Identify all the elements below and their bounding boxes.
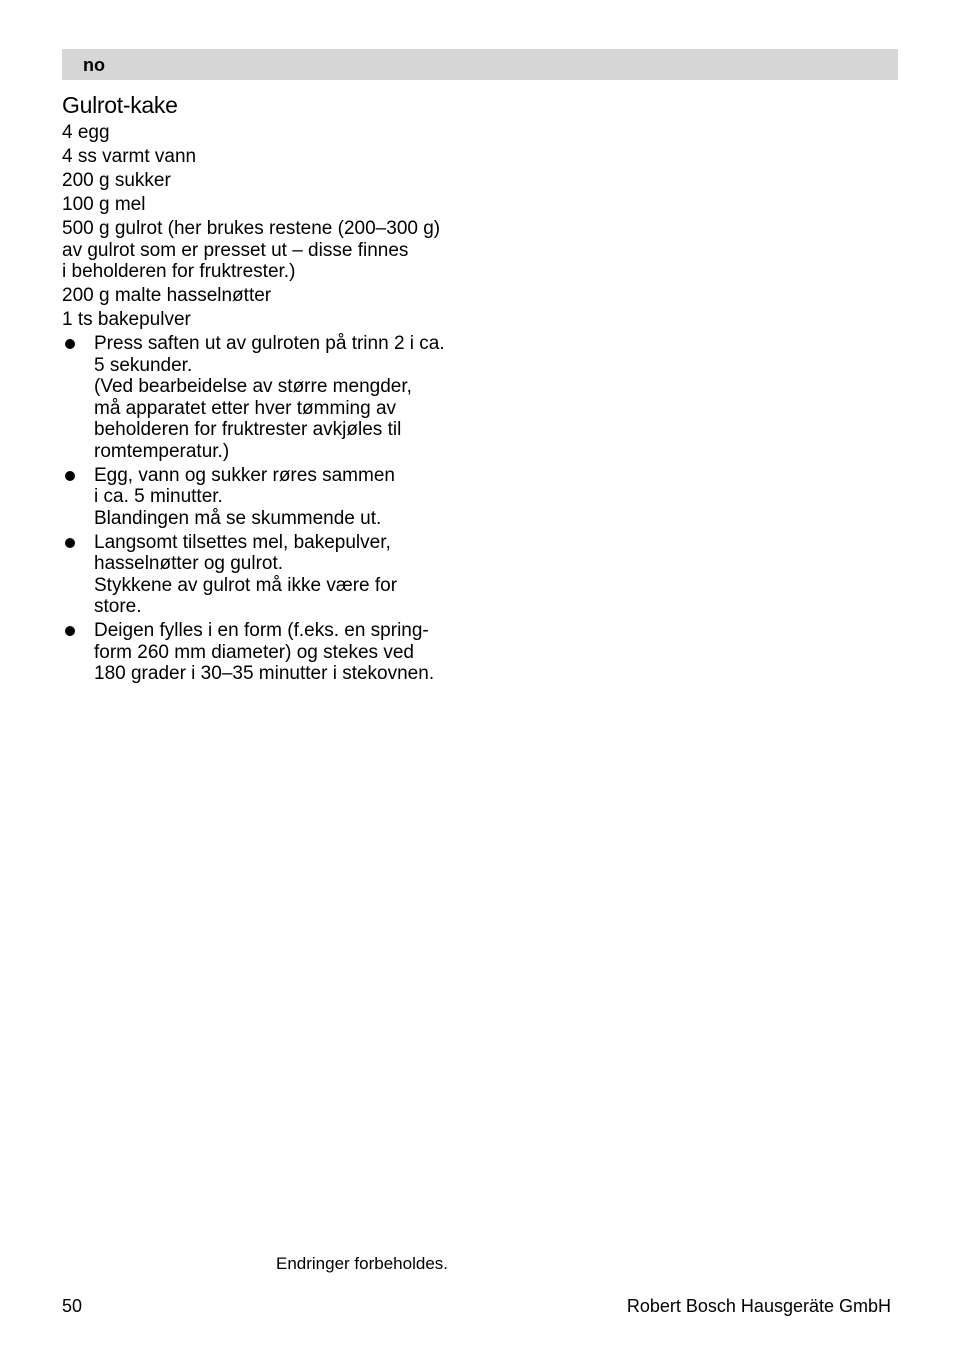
instruction-list [62, 333, 482, 685]
instruction-line: 180 grader i 30–35 minutter i stekovnen. [94, 663, 435, 684]
instruction-line: Langsomt tilsettes mel, bakepulver, [94, 531, 391, 553]
ingredient-item: 1 ts bakepulver [62, 309, 191, 330]
language-header-bar [62, 49, 898, 80]
instruction-step [62, 620, 482, 685]
instruction-line: 5 sekunder. [94, 354, 193, 376]
instruction-step [62, 532, 482, 618]
instruction-line: Blandingen må se skummende ut. [94, 507, 382, 529]
bullet-icon [65, 538, 75, 548]
instruction-line: Deigen fylles i en form (f.eks. en spring- [94, 620, 429, 641]
recipe-content [62, 122, 482, 687]
instruction-line: Egg, vann og sukker røres sammen [94, 464, 395, 486]
language-code: no [83, 55, 105, 75]
ingredient-item: 4 ss varmt vann [62, 146, 197, 167]
instruction-line: form 260 mm diameter) og stekes ved [94, 641, 414, 663]
instruction-step [62, 333, 482, 462]
recipe-title: Gulrot-kake [62, 92, 178, 118]
instruction-line: (Ved bearbeidelse av større mengder, [94, 376, 412, 397]
ingredient-item: 200 g sukker [62, 170, 171, 191]
bullet-icon [65, 626, 75, 636]
publisher-name: Robert Bosch Hausgeräte GmbH [626, 1296, 891, 1316]
instruction-line: Stykkene av gulrot må ikke være for [94, 574, 398, 596]
ingredient-list [62, 122, 482, 331]
ingredient-item: 4 egg [62, 122, 110, 143]
instruction-line: hasselnøtter og gulrot. [94, 553, 284, 574]
instruction-line: Press saften ut av gulroten på trinn 2 i ca. [94, 333, 445, 354]
instruction-line: beholderen for fruktrester avkjøles til [94, 419, 402, 440]
ingredient-item: 500 g gulrot (her brukes restene (200–300 g) av gulrot som er presset ut – disse finnes i beholderen for fruktrester.) [62, 218, 441, 282]
disclaimer-note: Endringer forbeholdes. [276, 1254, 449, 1273]
ingredient-item: 100 g mel [62, 194, 146, 215]
ingredient-item: 200 g malte hasselnøtter [62, 285, 272, 306]
instruction-line: i ca. 5 minutter. [94, 486, 223, 507]
bullet-icon [65, 471, 75, 481]
bullet-icon [65, 339, 75, 349]
instruction-line: romtemperatur.) [94, 440, 230, 462]
instruction-line: store. [94, 596, 142, 617]
instruction-line: må apparatet etter hver tømming av [94, 397, 397, 419]
instruction-step [62, 465, 482, 530]
page-number: 50 [62, 1296, 83, 1316]
